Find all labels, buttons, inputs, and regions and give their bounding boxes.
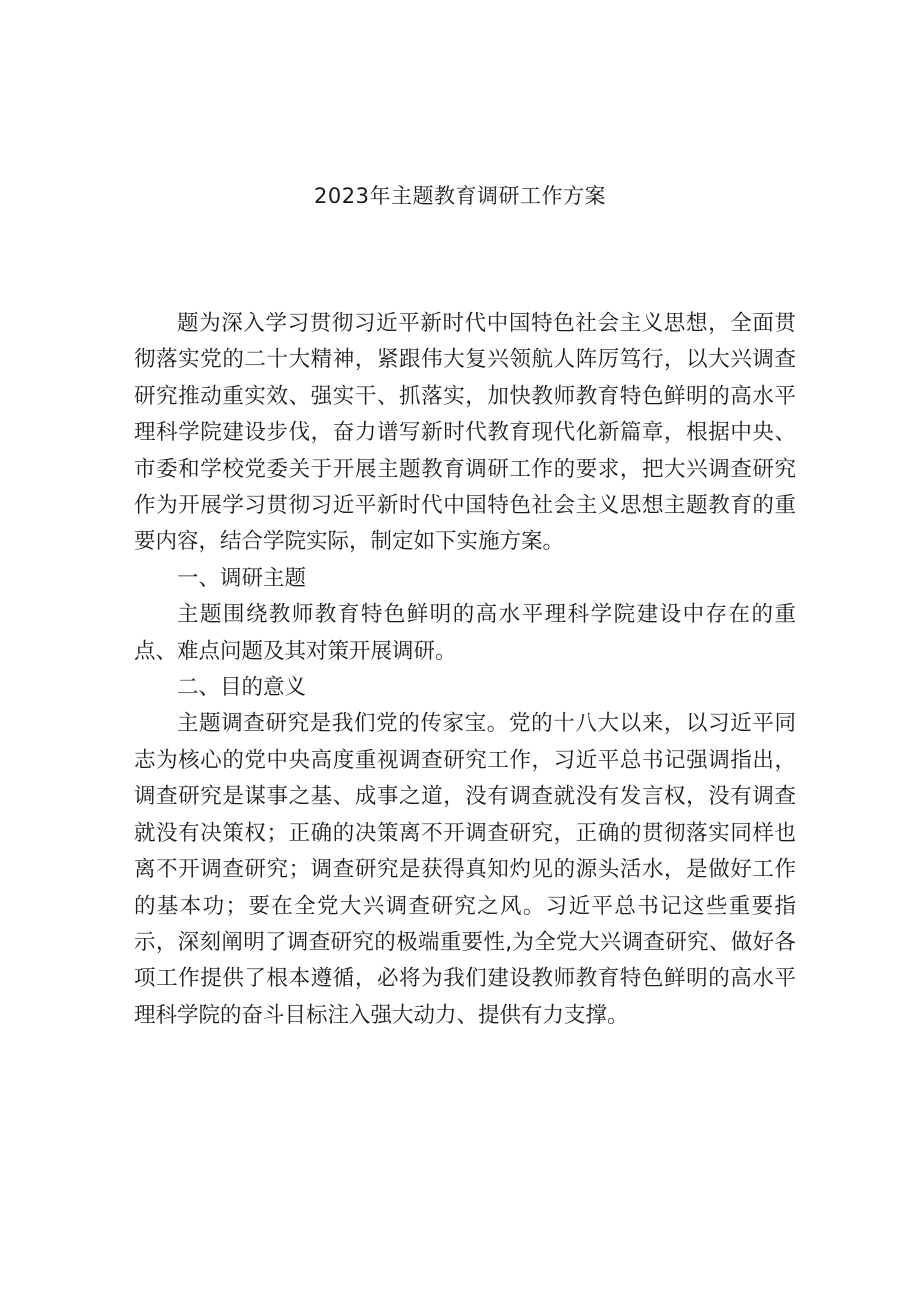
section-heading-topic: 一、调研主题 xyxy=(177,565,307,591)
document-body xyxy=(134,306,796,1034)
document-title: 2023年主题教育调研工作方案 xyxy=(314,184,606,208)
section-heading-significance: 二、目的意义 xyxy=(177,675,307,701)
intro-paragraph: 题为深入学习贯彻习近平新时代中国特色社会主义思想，全面贯彻落实党的二十大精神，紧跟伟大复兴领航人阵厉笃行，以大兴调查研究推动重实效、强实干、抓落实，加快教师教育特色鲜明的高水平理科学院建设步伐，奋力谱写新时代教育现代化新篇章，根据中央、市委和学校党委关于开展主题教育调研工作的要求，把大兴调查研究作为开展学习贯彻习近平新时代中国特色社会主义思想主题教育的重要内容，结合学院实际，制定如下实施方案。 xyxy=(134,311,796,555)
topic-paragraph: 主题围绕教师教育特色鲜明的高水平理科学院建设中存在的重点、难点问题及其对策开展调研。 xyxy=(134,602,796,664)
significance-paragraph: 主题调查研究是我们党的传家宝。党的十八大以来，以习近平同志为核心的党中央高度重视调查研究工作，习近平总书记强调指出，调查研究是谋事之基、成事之道，没有调查就没有发言权，没有调查就没有决策权；正确的决策离不开调查研究，正确的贯彻落实同样也离不开调查研究；调查研究是获得真知灼见的源头活水，是做好工作的基本功；要在全党大兴调查研究之风。习近平总书记这些重要指示，深刻阐明了调查研究的极端重要性,为全党大兴调查研究、做好各项工作提供了根本遵循，必将为我们建设教师教育特色鲜明的高水平理科学院的奋斗目标注入强大动力、提供有力支撑。 xyxy=(134,711,796,1028)
